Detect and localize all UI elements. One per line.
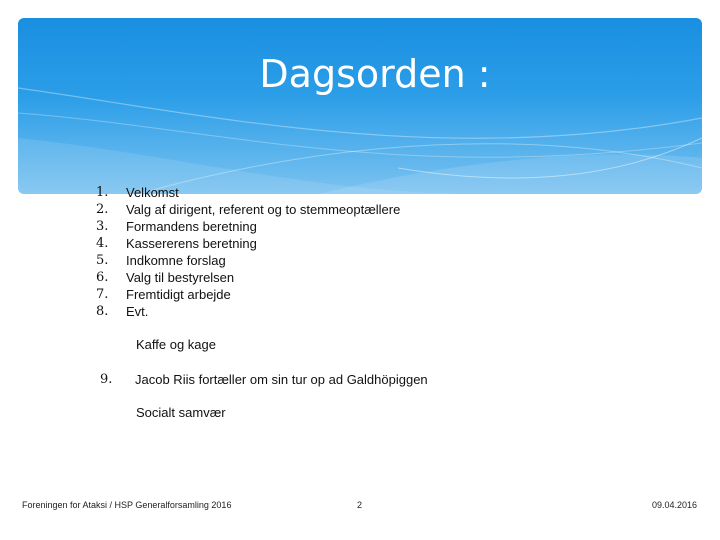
agenda-item (96, 218, 400, 235)
agenda-item-text: Formandens beretning (126, 219, 257, 234)
agenda-item (96, 184, 400, 201)
agenda-item-text: Velkomst (126, 185, 179, 200)
footer-date: 09.04.2016 (652, 500, 698, 510)
agenda-item-number: 1. (96, 185, 109, 200)
agenda-item (96, 269, 400, 286)
footer-page-number: 2 (357, 500, 363, 510)
agenda-item (96, 303, 400, 320)
agenda-item-9-text: Jacob Riis fortæller om sin tur op ad Galdhöpiggen (135, 372, 428, 387)
agenda-item-number: 3. (96, 219, 109, 234)
agenda-item (96, 235, 400, 252)
agenda-item-number: 6. (96, 270, 109, 285)
closing-item: Socialt samvær (136, 405, 226, 420)
agenda-item-text: Valg til bestyrelsen (126, 270, 235, 285)
agenda-item-text: Evt. (126, 304, 149, 319)
agenda-item-number: 4. (96, 236, 109, 251)
agenda-item-number: 2. (96, 202, 109, 217)
agenda-item-text: Fremtidigt arbejde (126, 287, 231, 302)
agenda-item-number: 5. (96, 253, 109, 268)
agenda-item-number: 8. (96, 304, 109, 319)
agenda-item-number: 7. (96, 287, 109, 302)
agenda-item (96, 286, 400, 303)
agenda-item (96, 201, 400, 218)
agenda-item-text: Valg af dirigent, referent og to stemmeoptællere (126, 202, 401, 217)
agenda-item-text: Indkomne forslag (126, 253, 226, 268)
agenda-item-9-number: 9. (100, 372, 113, 387)
footer-organization: Foreningen for Ataksi / HSP Generalforsamling 2016 (22, 500, 232, 510)
agenda-list (96, 184, 400, 320)
title-banner (18, 18, 702, 194)
slide-title-text: Dagsorden : (259, 52, 491, 96)
agenda-item (96, 252, 400, 269)
banner-wave-lines (18, 18, 702, 194)
slide-title (0, 52, 720, 96)
agenda-item-text: Kassererens beretning (126, 236, 257, 251)
break-item: Kaffe og kage (136, 337, 216, 352)
